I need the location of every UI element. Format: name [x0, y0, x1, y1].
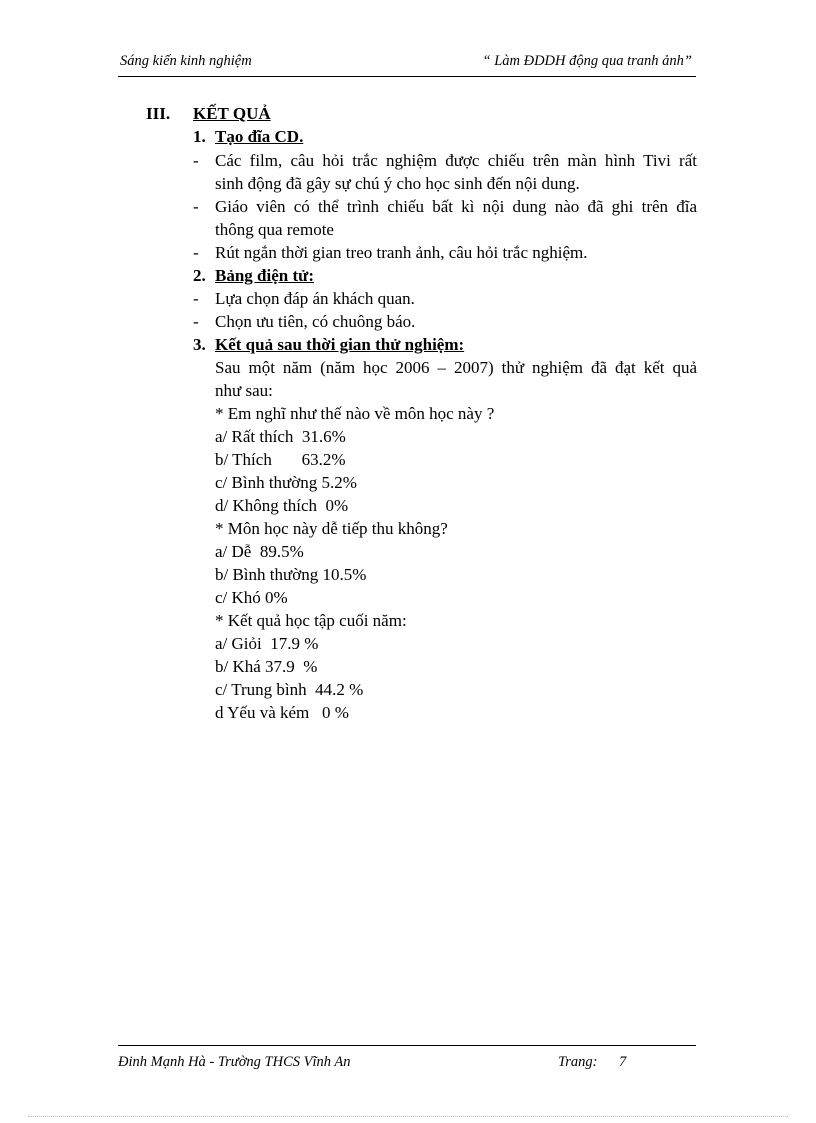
bullet-dash: -: [193, 243, 199, 262]
question-1: * Em nghĩ như thế nào về môn học này ?: [215, 404, 495, 423]
answer-item: a/ Dễ 89.5%: [215, 542, 304, 561]
page-boundary-divider: [28, 1116, 788, 1117]
intro-line-2: như sau:: [215, 381, 273, 400]
answer-item: c/ Bình thường 5.2%: [215, 473, 357, 492]
bullet-1-line-2: sinh động đã gây sự chú ý cho học sinh đến nội dung.: [215, 174, 580, 193]
answer-item: a/ Giỏi 17.9 %: [215, 634, 319, 653]
question-2: * Môn học này dễ tiếp thu không?: [215, 519, 448, 538]
subsection-2-number: 2.: [193, 266, 206, 285]
subsection-1-number: 1.: [193, 127, 206, 146]
header-right-text: “ Làm ĐDDH động qua tranh ảnh”: [482, 53, 692, 69]
page-footer: [118, 1045, 696, 1076]
bullet-5-text: Chọn ưu tiên, có chuông báo.: [215, 312, 416, 331]
question-3: * Kết quả học tập cuối năm:: [215, 611, 407, 630]
section-title: KẾT QUẢ: [193, 104, 271, 123]
bullet-4-text: Lựa chọn đáp án khách quan.: [215, 289, 415, 308]
answer-item: c/ Trung bình 44.2 %: [215, 680, 364, 699]
bullet-dash: -: [193, 151, 199, 170]
answer-item: b/ Khá 37.9 %: [215, 657, 318, 676]
header-left-text: Sáng kiến kinh nghiệm: [120, 53, 252, 69]
bullet-1-line-1: Các film, câu hỏi trắc nghiệm được chiếu trên màn hình Tivi rất: [215, 151, 697, 170]
subsection-3-title: Kết quả sau thời gian thử nghiệm:: [215, 335, 465, 354]
footer-author: Đinh Mạnh Hà - Trường THCS Vĩnh An: [118, 1054, 351, 1070]
page-header: [118, 52, 696, 77]
subsection-1-title: Tạo đĩa CD.: [215, 127, 304, 146]
answer-item: b/ Thích 63.2%: [215, 450, 346, 469]
answer-item: d/ Không thích 0%: [215, 496, 349, 515]
footer-page-label: Trang:: [558, 1054, 598, 1070]
bullet-dash: -: [193, 289, 199, 308]
answer-item: d Yếu và kém 0 %: [215, 703, 349, 722]
intro-line-1: Sau một năm (năm học 2006 – 2007) thử nghiệm đã đạt kết quả: [215, 358, 697, 377]
bullet-2-line-1: Giáo viên có thể trình chiếu bất kì nội dung nào đã ghi trên đĩa: [215, 197, 697, 216]
answer-item: c/ Khó 0%: [215, 588, 288, 607]
bullet-2-line-2: thông qua remote: [215, 220, 334, 239]
subsection-2-title: Bảng điện tử:: [215, 266, 314, 285]
subsection-3-number: 3.: [193, 335, 206, 354]
footer-page-number: 7: [619, 1054, 627, 1070]
section-number: III.: [146, 104, 171, 123]
bullet-dash: -: [193, 312, 199, 331]
bullet-dash: -: [193, 197, 199, 216]
answer-item: a/ Rất thích 31.6%: [215, 427, 346, 446]
bullet-3-text: Rút ngắn thời gian treo tranh ảnh, câu hỏi trắc nghiệm.: [215, 243, 588, 262]
answer-item: b/ Bình thường 10.5%: [215, 565, 367, 584]
